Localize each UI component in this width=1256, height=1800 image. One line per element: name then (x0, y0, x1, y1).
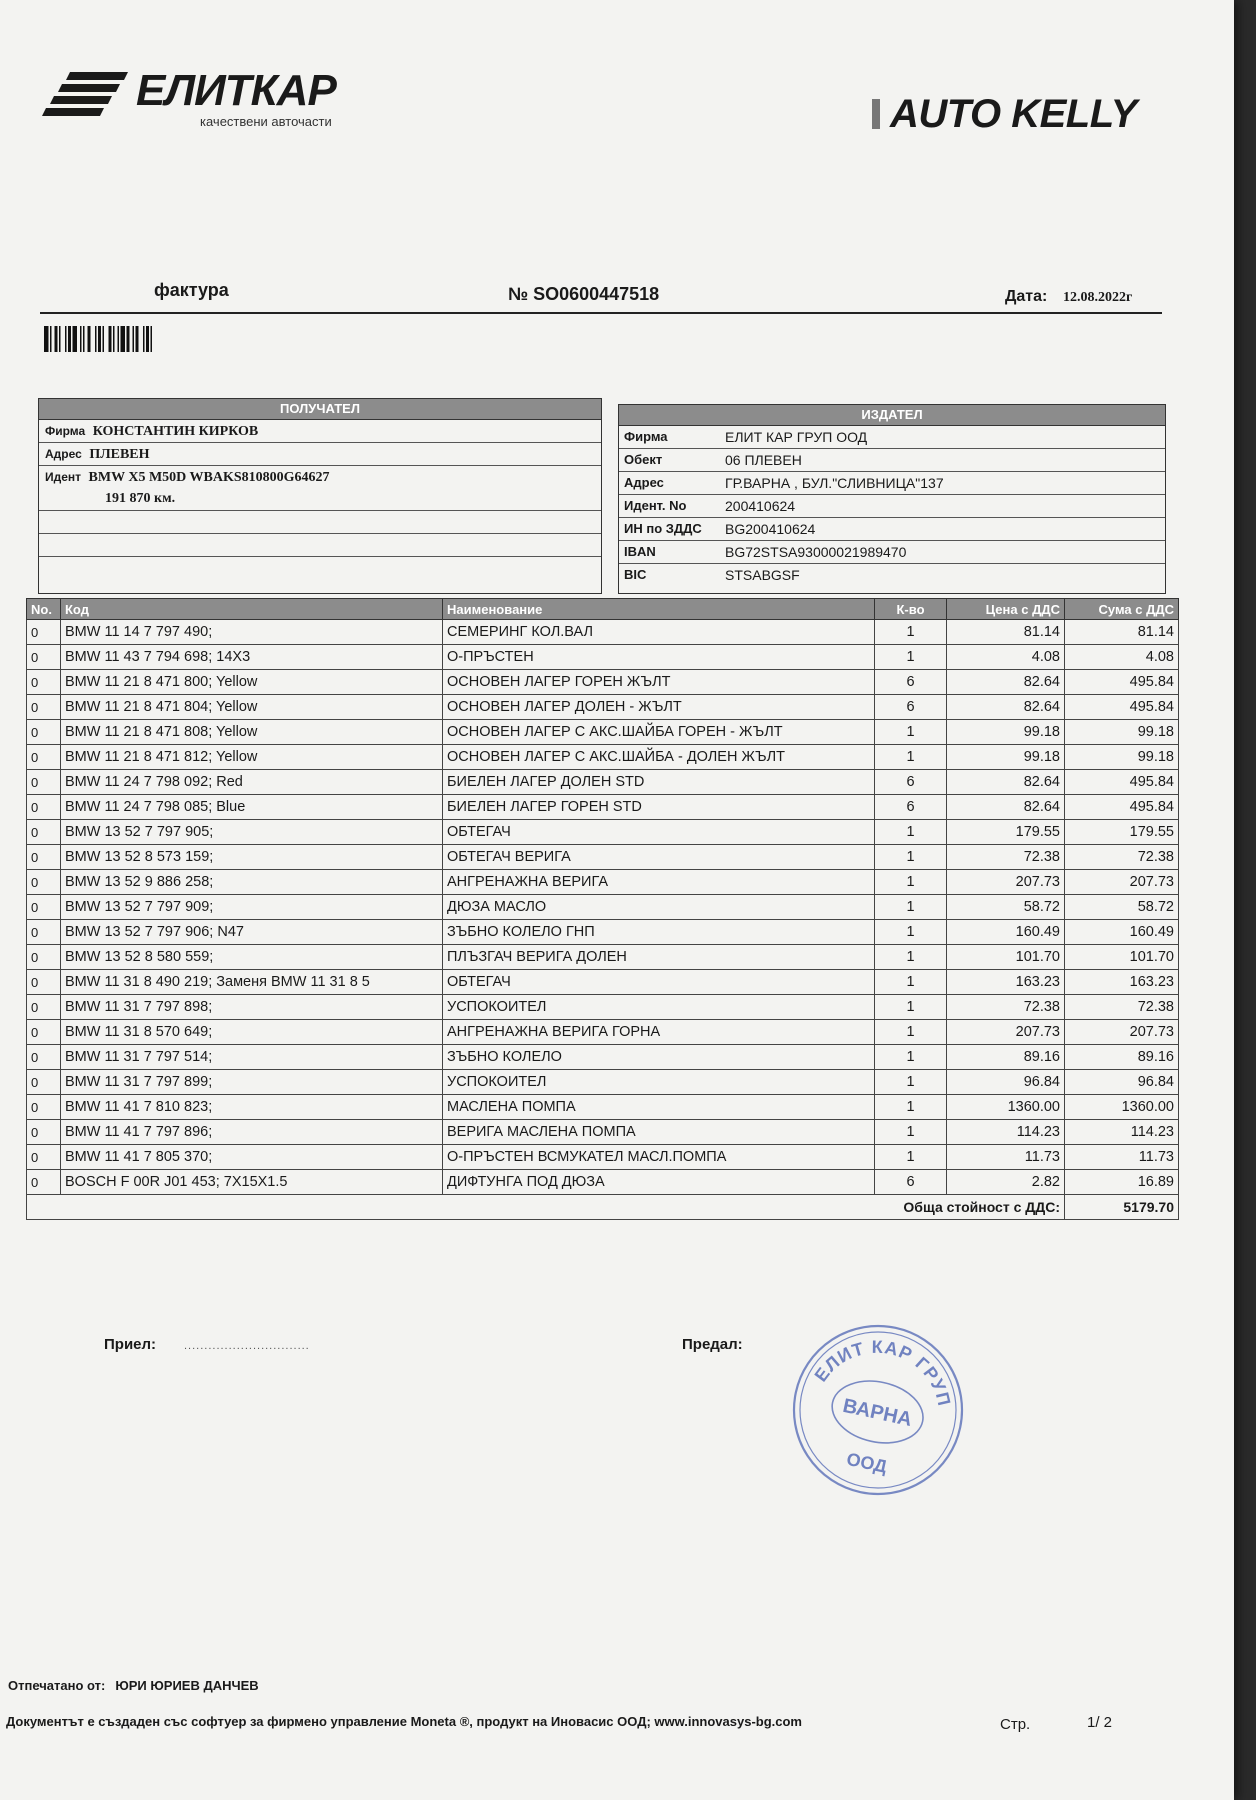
cell-no: 0 (27, 720, 61, 745)
cell-code: BMW 11 41 7 805 370; (61, 1145, 443, 1170)
software-note: Документът е създаден със софтуер за фирмено управление Moneta ®, продукт на Иновасис ООД; www.innovasys-bg.com (6, 1714, 802, 1729)
cell-sum: 179.55 (1065, 820, 1179, 845)
stamp-outer-text: ЕЛИТ КАР ГРУП (810, 1336, 955, 1409)
invoice-date: 12.08.2022г (1063, 290, 1133, 305)
svg-text:ЕЛИТ КАР ГРУП (809, 1323, 965, 1412)
issuer-value: 200410624 (725, 498, 796, 514)
cell-sum: 58.72 (1065, 895, 1179, 920)
delivered-label: Предал: (682, 1336, 743, 1353)
cell-no: 0 (27, 1120, 61, 1145)
cell-code: BMW 11 41 7 810 823; (61, 1095, 443, 1120)
recipient-ident-label: Идент (45, 470, 82, 484)
cell-qty: 1 (875, 820, 947, 845)
cell-name: МАСЛЕНА ПОМПА (443, 1095, 875, 1120)
cell-name: ВЕРИГА МАСЛЕНА ПОМПА (443, 1120, 875, 1145)
barcode-bar (136, 326, 139, 352)
document-type: фактура (154, 280, 229, 300)
cell-no: 0 (27, 745, 61, 770)
issuer-label: ИН по ЗДДС (624, 521, 702, 536)
cell-no: 0 (27, 945, 61, 970)
col-header-qty: К-во (875, 599, 947, 620)
table-row (27, 670, 1179, 695)
cell-name: ОСНОВЕН ЛАГЕР С АКС.ШАЙБА ГОРЕН - ЖЪЛТ (443, 720, 875, 745)
cell-no: 0 (27, 870, 61, 895)
table-row (27, 995, 1179, 1020)
cell-no: 0 (27, 645, 61, 670)
table-row (27, 895, 1179, 920)
cell-price: 99.18 (947, 745, 1065, 770)
invoice-title-row (40, 278, 1162, 314)
cell-price: 58.72 (947, 895, 1065, 920)
elitkar-stripes-icon (40, 70, 130, 116)
items-header-row (27, 599, 1179, 620)
cell-sum: 101.70 (1065, 945, 1179, 970)
auto-kelly-bar-icon (872, 99, 880, 129)
cell-no: 0 (27, 895, 61, 920)
cell-price: 101.70 (947, 945, 1065, 970)
cell-name: ОБТЕГАЧ (443, 820, 875, 845)
cell-qty: 6 (875, 1170, 947, 1195)
cell-code: BMW 11 31 7 797 898; (61, 995, 443, 1020)
date-label: Дата: (1005, 288, 1048, 305)
cell-name: ОСНОВЕН ЛАГЕР ДОЛЕН - ЖЪЛТ (443, 695, 875, 720)
cell-price: 2.82 (947, 1170, 1065, 1195)
barcode-bar (83, 326, 85, 352)
barcode-bar (143, 326, 145, 352)
cell-qty: 1 (875, 620, 947, 645)
recipient-ident: BMW X5 M50D WBAKS810800G64627 (88, 470, 330, 485)
cell-price: 89.16 (947, 1045, 1065, 1070)
issuer-value: STSABGSF (725, 567, 800, 583)
cell-qty: 1 (875, 995, 947, 1020)
invoice-number: № SO0600447518 (508, 284, 660, 304)
recipient-mileage: 191 870 км. (105, 491, 176, 506)
issuer-label: IBAN (624, 544, 656, 559)
barcode-icon (44, 326, 220, 352)
total-blank (27, 1195, 875, 1220)
cell-no: 0 (27, 845, 61, 870)
issuer-header: ИЗДАТЕЛ (619, 405, 1165, 426)
cell-qty: 1 (875, 895, 947, 920)
cell-sum: 207.73 (1065, 1020, 1179, 1045)
cell-code: BMW 11 31 8 490 219; Заменя BMW 11 31 8 5 (61, 970, 443, 995)
cell-price: 82.64 (947, 695, 1065, 720)
cell-qty: 1 (875, 1070, 947, 1095)
cell-sum: 72.38 (1065, 845, 1179, 870)
issuer-value: BG200410624 (725, 521, 816, 537)
issuer-value: BG72STSA93000021989470 (725, 544, 907, 560)
table-row (27, 695, 1179, 720)
printed-by-name: ЮРИ ЮРИЕВ ДАНЧЕВ (115, 1678, 259, 1693)
barcode-bar (151, 326, 153, 352)
cell-no: 0 (27, 670, 61, 695)
cell-code: BMW 11 31 8 570 649; (61, 1020, 443, 1045)
issuer-label: Адрес (624, 475, 664, 490)
recipient-empty-row (39, 534, 601, 557)
cell-qty: 6 (875, 695, 947, 720)
table-row (27, 820, 1179, 845)
cell-code: BMW 13 52 9 886 258; (61, 870, 443, 895)
table-row (27, 795, 1179, 820)
cell-no: 0 (27, 820, 61, 845)
cell-code: BOSCH F 00R J01 453; 7X15X1.5 (61, 1170, 443, 1195)
cell-code: BMW 11 31 7 797 514; (61, 1045, 443, 1070)
cell-no: 0 (27, 1070, 61, 1095)
cell-qty: 1 (875, 1145, 947, 1170)
barcode-bar (95, 326, 97, 352)
cell-price: 1360.00 (947, 1095, 1065, 1120)
table-row (27, 720, 1179, 745)
col-header-price: Цена с ДДС (947, 599, 1065, 620)
barcode-bar (146, 326, 149, 352)
cell-no: 0 (27, 920, 61, 945)
recipient-mileage-row (39, 488, 601, 511)
elitkar-logo (40, 64, 380, 134)
cell-sum: 81.14 (1065, 620, 1179, 645)
cell-sum: 495.84 (1065, 795, 1179, 820)
table-row (27, 770, 1179, 795)
cell-price: 82.64 (947, 770, 1065, 795)
cell-price: 11.73 (947, 1145, 1065, 1170)
barcode-bar (65, 326, 67, 352)
cell-code: BMW 11 41 7 797 896; (61, 1120, 443, 1145)
cell-price: 96.84 (947, 1070, 1065, 1095)
cell-sum: 99.18 (1065, 720, 1179, 745)
barcode-bar (50, 326, 52, 352)
cell-no: 0 (27, 695, 61, 720)
cell-sum: 1360.00 (1065, 1095, 1179, 1120)
cell-qty: 1 (875, 720, 947, 745)
cell-sum: 163.23 (1065, 970, 1179, 995)
cell-code: BMW 11 24 7 798 085; Blue (61, 795, 443, 820)
cell-no: 0 (27, 795, 61, 820)
printed-by-line (8, 1678, 259, 1693)
table-row (27, 1120, 1179, 1145)
cell-code: BMW 11 21 8 471 800; Yellow (61, 670, 443, 695)
recipient-box (38, 398, 602, 594)
issuer-row (619, 541, 1165, 564)
table-row (27, 1070, 1179, 1095)
cell-name: БИЕЛЕН ЛАГЕР ГОРЕН STD (443, 795, 875, 820)
barcode-bar (88, 326, 91, 352)
cell-code: BMW 13 52 8 580 559; (61, 945, 443, 970)
table-row (27, 745, 1179, 770)
cell-qty: 1 (875, 745, 947, 770)
issuer-box (618, 404, 1166, 594)
recipient-company-row (39, 420, 601, 443)
cell-name: УСПОКОИТЕЛ (443, 1070, 875, 1095)
issuer-label: BIC (624, 567, 647, 582)
elitkar-tagline: качествени авточасти (200, 114, 332, 129)
cell-qty: 1 (875, 945, 947, 970)
recipient-address-label: Адрес (45, 447, 82, 461)
cell-name: ОБТЕГАЧ ВЕРИГА (443, 845, 875, 870)
recipient-address-row (39, 443, 601, 466)
printed-by-label: Отпечатано от: (8, 1678, 106, 1693)
auto-kelly-logo (872, 92, 1137, 137)
items-body (27, 620, 1179, 1195)
cell-name: ПЛЪЗГАЧ ВЕРИГА ДОЛЕН (443, 945, 875, 970)
recipient-header: ПОЛУЧАТЕЛ (39, 399, 601, 420)
cell-code: BMW 11 24 7 798 092; Red (61, 770, 443, 795)
cell-qty: 1 (875, 870, 947, 895)
cell-name: О-ПРЪСТЕН ВСМУКАТЕЛ МАСЛ.ПОМПА (443, 1145, 875, 1170)
cell-no: 0 (27, 1095, 61, 1120)
cell-name: О-ПРЪСТЕН (443, 645, 875, 670)
cell-sum: 11.73 (1065, 1145, 1179, 1170)
cell-price: 72.38 (947, 995, 1065, 1020)
cell-sum: 99.18 (1065, 745, 1179, 770)
col-header-code: Код (61, 599, 443, 620)
table-row (27, 645, 1179, 670)
cell-name: СЕМЕРИНГ КОЛ.ВАЛ (443, 620, 875, 645)
barcode-bar (73, 326, 78, 352)
cell-sum: 89.16 (1065, 1045, 1179, 1070)
cell-code: BMW 11 31 7 797 899; (61, 1070, 443, 1095)
cell-name: АНГРЕНАЖНА ВЕРИГА (443, 870, 875, 895)
cell-no: 0 (27, 770, 61, 795)
recipient-company: КОНСТАНТИН КИРКОВ (92, 424, 259, 439)
cell-price: 163.23 (947, 970, 1065, 995)
table-row (27, 1020, 1179, 1045)
stamp-bottom-text: ООД (844, 1448, 889, 1477)
table-row (27, 1045, 1179, 1070)
col-header-sum: Сума с ДДС (1065, 599, 1179, 620)
barcode-bar (80, 326, 82, 352)
col-header-no: No. (27, 599, 61, 620)
cell-sum: 16.89 (1065, 1170, 1179, 1195)
cell-code: BMW 11 21 8 471 812; Yellow (61, 745, 443, 770)
barcode-bar (109, 326, 112, 352)
cell-no: 0 (27, 620, 61, 645)
cell-no: 0 (27, 995, 61, 1020)
cell-sum: 207.73 (1065, 870, 1179, 895)
issuer-label: Обект (624, 452, 663, 467)
cell-name: ДЮЗА МАСЛО (443, 895, 875, 920)
barcode-bar (98, 326, 101, 352)
cell-sum: 495.84 (1065, 670, 1179, 695)
cell-price: 82.64 (947, 795, 1065, 820)
cell-name: ОСНОВЕН ЛАГЕР ГОРЕН ЖЪЛТ (443, 670, 875, 695)
issuer-value: 06 ПЛЕВЕН (725, 452, 802, 468)
recipient-empty-row (39, 511, 601, 534)
cell-price: 207.73 (947, 870, 1065, 895)
cell-code: BMW 13 52 7 797 909; (61, 895, 443, 920)
barcode-bar (118, 326, 120, 352)
cell-code: BMW 13 52 8 573 159; (61, 845, 443, 870)
cell-no: 0 (27, 970, 61, 995)
barcode-bar (127, 326, 130, 352)
cell-no: 0 (27, 1020, 61, 1045)
table-row (27, 970, 1179, 995)
cell-name: ОСНОВЕН ЛАГЕР С АКС.ШАЙБА - ДОЛЕН ЖЪЛТ (443, 745, 875, 770)
cell-name: АНГРЕНАЖНА ВЕРИГА ГОРНА (443, 1020, 875, 1045)
auto-kelly-brand-text: AUTO KELLY (890, 92, 1137, 136)
cell-sum: 96.84 (1065, 1070, 1179, 1095)
barcode-bar (44, 326, 49, 352)
cell-name: ОБТЕГАЧ (443, 970, 875, 995)
cell-sum: 114.23 (1065, 1120, 1179, 1145)
cell-sum: 495.84 (1065, 770, 1179, 795)
table-row (27, 845, 1179, 870)
cell-name: УСПОКОИТЕЛ (443, 995, 875, 1020)
barcode-bar (55, 326, 58, 352)
cell-qty: 6 (875, 770, 947, 795)
cell-qty: 1 (875, 645, 947, 670)
cell-price: 207.73 (947, 1020, 1065, 1045)
cell-code: BMW 11 21 8 471 804; Yellow (61, 695, 443, 720)
table-row (27, 620, 1179, 645)
issuer-row (619, 495, 1165, 518)
recipient-ident-row (39, 466, 601, 488)
col-header-name: Наименование (443, 599, 875, 620)
table-row (27, 870, 1179, 895)
barcode-bar (103, 326, 105, 352)
cell-qty: 1 (875, 1020, 947, 1045)
cell-no: 0 (27, 1045, 61, 1070)
cell-price: 4.08 (947, 645, 1065, 670)
cell-qty: 6 (875, 795, 947, 820)
total-label: Обща стойност с ДДС: (875, 1195, 1065, 1220)
issuer-row (619, 426, 1165, 449)
barcode-bar (133, 326, 135, 352)
barcode-bar (121, 326, 126, 352)
cell-qty: 1 (875, 1120, 947, 1145)
issuer-row (619, 518, 1165, 541)
table-row (27, 945, 1179, 970)
issuer-label: Идент. No (624, 498, 687, 513)
cell-name: ЗЪБНО КОЛЕЛО (443, 1045, 875, 1070)
issuer-row (619, 564, 1165, 586)
page-number: 1/ 2 (1087, 1714, 1113, 1731)
table-row (27, 1170, 1179, 1195)
cell-name: БИЕЛЕН ЛАГЕР ДОЛЕН STD (443, 770, 875, 795)
cell-name: ДИФТУНГА ПОД ДЮЗА (443, 1170, 875, 1195)
total-value: 5179.70 (1065, 1195, 1179, 1220)
cell-sum: 495.84 (1065, 695, 1179, 720)
table-row (27, 920, 1179, 945)
barcode-bar (113, 326, 115, 352)
total-row (27, 1195, 1179, 1220)
cell-qty: 1 (875, 1095, 947, 1120)
cell-price: 72.38 (947, 845, 1065, 870)
recipient-address: ПЛЕВЕН (89, 447, 150, 462)
received-label: Приел: (104, 1336, 157, 1353)
cell-price: 114.23 (947, 1120, 1065, 1145)
cell-sum: 160.49 (1065, 920, 1179, 945)
issuer-row (619, 449, 1165, 472)
cell-qty: 1 (875, 1045, 947, 1070)
received-signature-line: ............................... (184, 1340, 310, 1352)
cell-no: 0 (27, 1170, 61, 1195)
cell-name: ЗЪБНО КОЛЕЛО ГНП (443, 920, 875, 945)
cell-qty: 1 (875, 845, 947, 870)
cell-qty: 1 (875, 970, 947, 995)
recipient-empty-row (39, 557, 601, 579)
table-row (27, 1095, 1179, 1120)
cell-sum: 4.08 (1065, 645, 1179, 670)
cell-code: BMW 11 43 7 794 698; 14X3 (61, 645, 443, 670)
issuer-value: ГР.ВАРНА , БУЛ."СЛИВНИЦА"137 (725, 475, 944, 491)
cell-qty: 1 (875, 920, 947, 945)
barcode-bar (59, 326, 61, 352)
cell-price: 160.49 (947, 920, 1065, 945)
cell-sum: 72.38 (1065, 995, 1179, 1020)
issuer-row (619, 472, 1165, 495)
cell-price: 82.64 (947, 670, 1065, 695)
cell-code: BMW 13 52 7 797 906; N47 (61, 920, 443, 945)
cell-no: 0 (27, 1145, 61, 1170)
cell-price: 179.55 (947, 820, 1065, 845)
cell-price: 99.18 (947, 720, 1065, 745)
company-stamp-icon (788, 1320, 968, 1500)
issuer-label: Фирма (624, 429, 668, 444)
table-row (27, 1145, 1179, 1170)
items-table (26, 598, 1179, 1220)
recipient-company-label: Фирма (45, 424, 86, 438)
cell-code: BMW 13 52 7 797 905; (61, 820, 443, 845)
cell-qty: 6 (875, 670, 947, 695)
stamp-inner-text: ВАРНА (840, 1394, 914, 1431)
elitkar-brand-text: ЕЛИТКАР (136, 66, 336, 115)
cell-code: BMW 11 21 8 471 808; Yellow (61, 720, 443, 745)
barcode-bar (68, 326, 71, 352)
issuer-value: ЕЛИТ КАР ГРУП ООД (725, 429, 868, 445)
cell-price: 81.14 (947, 620, 1065, 645)
cell-code: BMW 11 14 7 797 490; (61, 620, 443, 645)
page-label: Стр. (1000, 1716, 1031, 1733)
